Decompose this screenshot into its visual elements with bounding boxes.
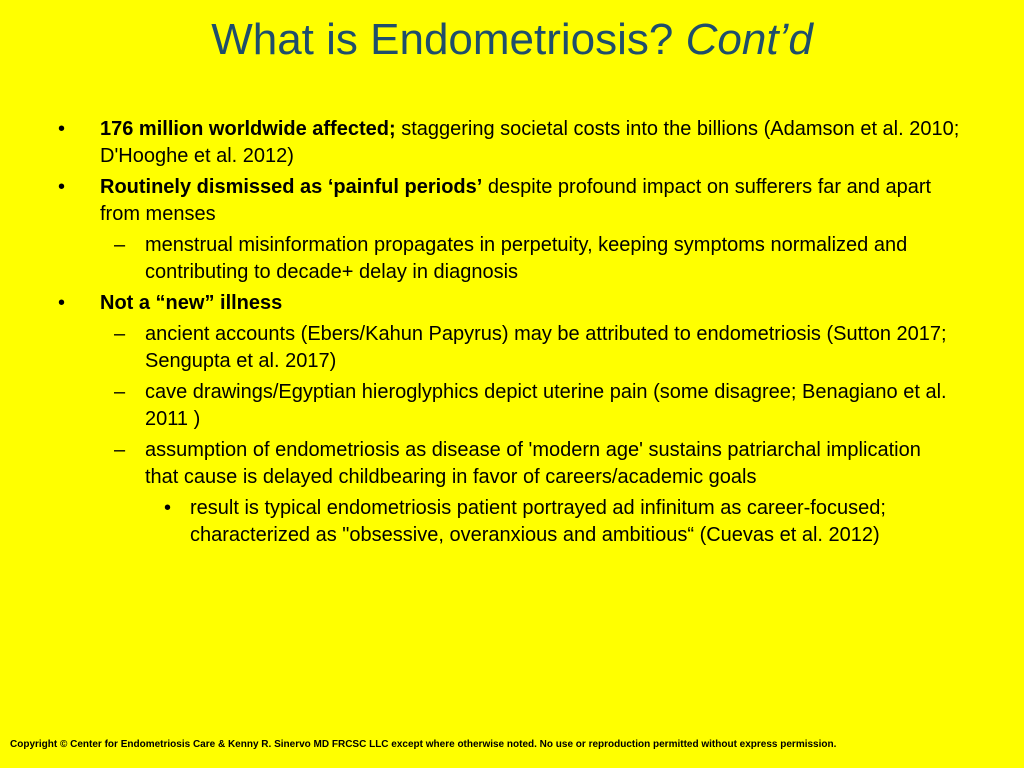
bullet-marker: • [58,292,66,314]
dash-marker: – [114,439,126,461]
copyright-footer: Copyright © Center for Endometriosis Care & Kenny R. Sinervo MD FRCSC LLC except where otherwise noted. No use or reproduction permitted without express permission. [10,739,837,750]
dash-marker: – [114,234,126,256]
title-main: What is Endometriosis? [211,15,674,64]
item-text: assumption of endometriosis as disease of 'modern age' sustains patriarchal implication that cause is delayed childbearing in favor of careers/academic goals [145,439,921,488]
list-item [58,321,955,375]
dash-marker: – [114,381,126,403]
bullet-marker: • [58,118,66,140]
list-item [58,495,950,549]
list-item [58,232,955,286]
list-item [58,290,968,317]
bullet-list [58,116,968,553]
item-text: result is typical endometriosis patient portrayed ad infinitum as career-focused; characterized as "obsessive, overanxious and ambitious“ (Cuevas et al. 2012) [190,497,886,546]
bullet-marker: • [164,497,172,519]
item-text: cave drawings/Egyptian hieroglyphics depict uterine pain (some disagree; Benagiano et al. 2011 ) [145,381,947,430]
item-text: menstrual misinformation propagates in perpetuity, keeping symptoms normalized and contributing to decade+ delay in diagnosis [145,234,908,283]
item-text: despite profound impact on sufferers far and apart from menses [100,176,932,225]
list-item [58,379,955,433]
list-item [58,174,968,228]
slide-title [0,14,1024,66]
list-item [58,116,968,170]
item-bold-text: Routinely dismissed as ‘painful periods’ [100,176,483,198]
dash-marker: – [114,323,126,345]
item-bold-text: Not a “new” illness [100,292,283,314]
list-item [58,437,955,491]
item-text: ancient accounts (Ebers/Kahun Papyrus) may be attributed to endometriosis (Sutton 2017; Sengupta et al. 2017) [145,323,947,372]
item-text: staggering societal costs into the billions (Adamson et al. 2010; D'Hooghe et al. 2012) [100,118,960,167]
bullet-marker: • [58,176,66,198]
title-italic: Cont’d [685,15,813,64]
item-bold-text: 176 million worldwide affected; [100,118,396,140]
